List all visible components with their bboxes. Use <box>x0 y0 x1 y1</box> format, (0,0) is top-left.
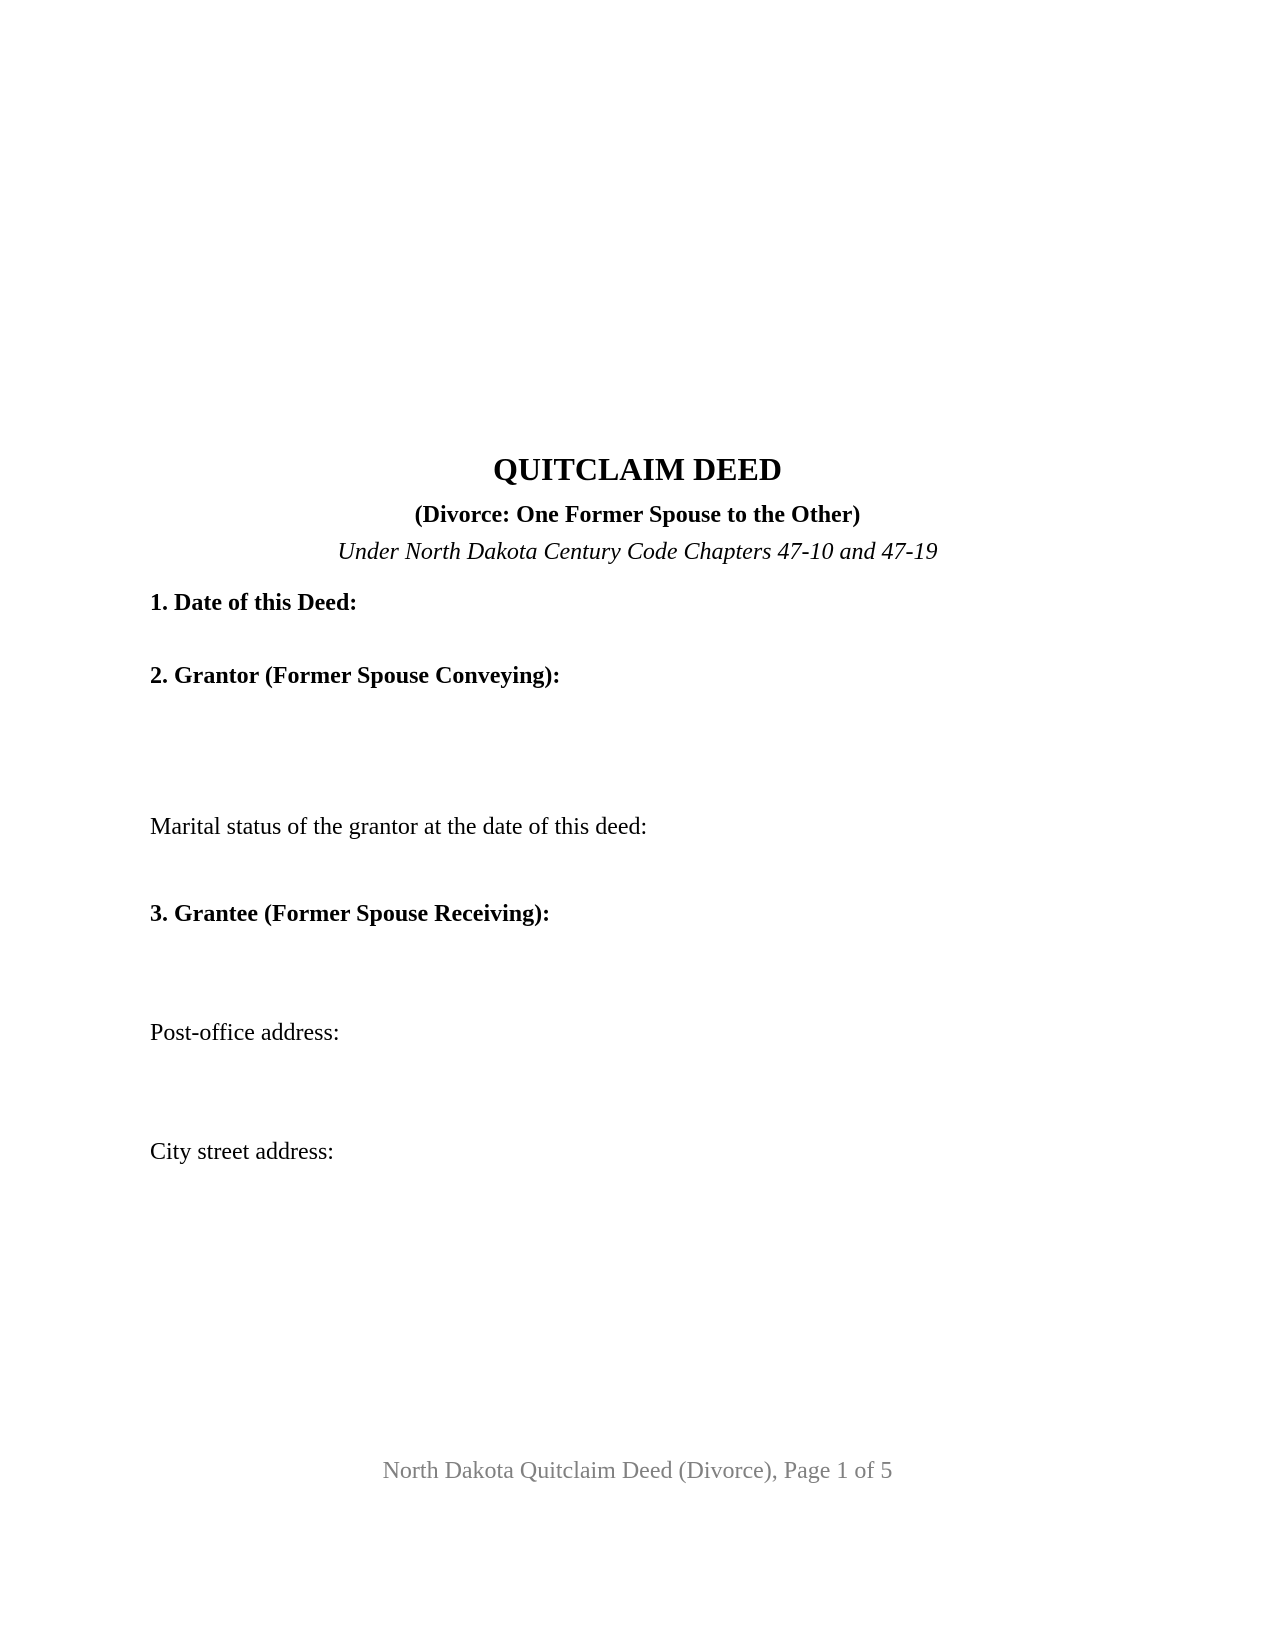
grantee-heading: 3. Grantee (Former Spouse Receiving): <box>150 901 551 927</box>
date-of-deed-heading: 1. Date of this Deed: <box>150 590 358 616</box>
grantee-post-office-address-label: Post-office address: <box>150 1020 340 1046</box>
grantor-heading: 2. Grantor (Former Spouse Conveying): <box>150 663 561 689</box>
grantee-city-street-address-label: City street address: <box>150 1139 334 1165</box>
statutory-authority: Under North Dakota Century Code Chapters 47-10 and 47-19 <box>337 539 938 565</box>
document-subtitle: (Divorce: One Former Spouse to the Other) <box>414 502 861 528</box>
grantor-marital-status-label: Marital status of the grantor at the date of this deed: <box>150 814 648 840</box>
document-title: QUITCLAIM DEED <box>493 451 782 487</box>
page-footer: North Dakota Quitclaim Deed (Divorce), Page 1 of 5 <box>382 1458 893 1484</box>
